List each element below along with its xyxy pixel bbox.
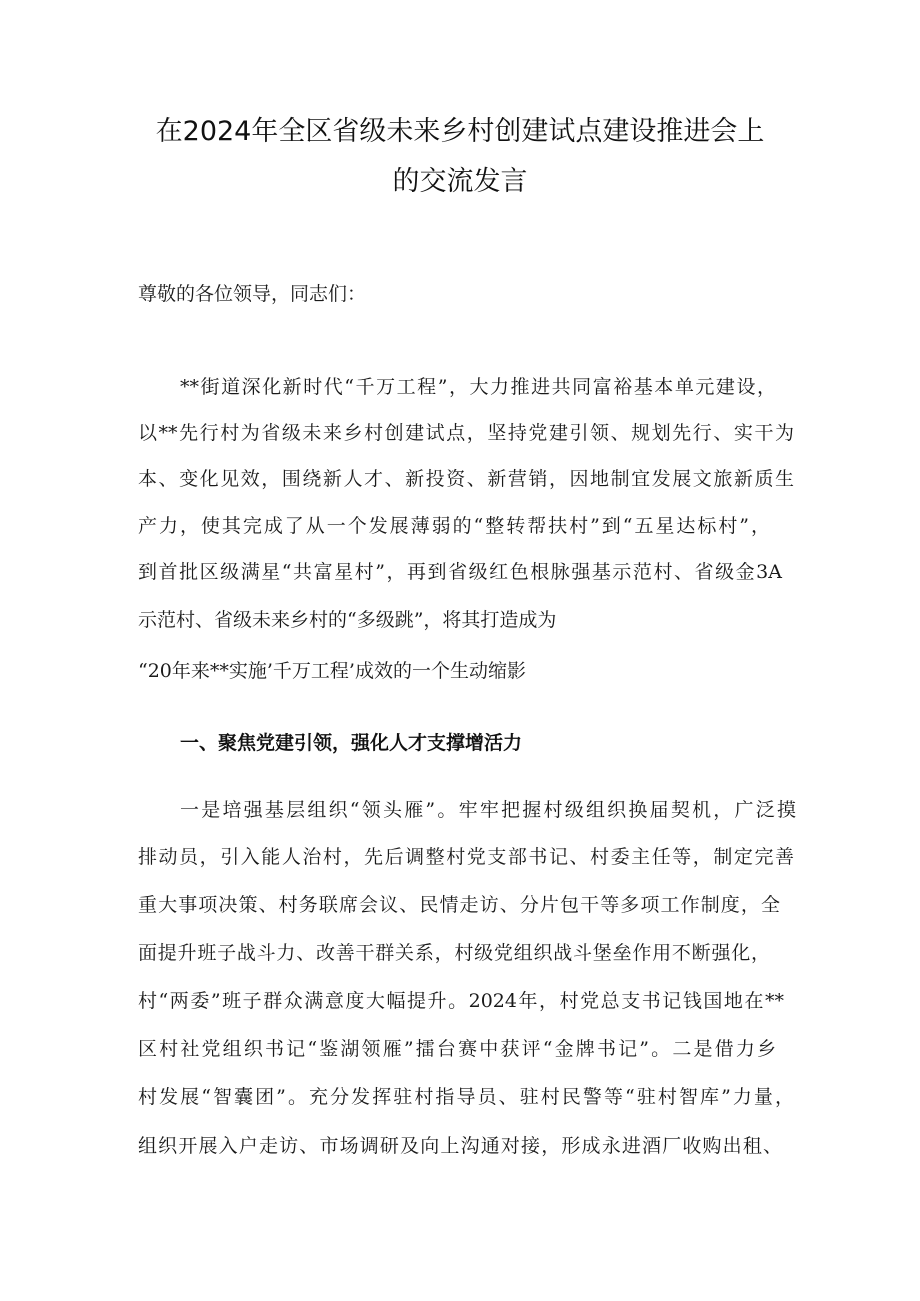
section-body-line: 村发展“智囊团”。充分发挥驻村指导员、驻村民警等“驻村智库”力量， — [138, 1086, 794, 1108]
section-body-line: 面提升班子战斗力、改善干群关系，村级党组织战斗堡垒作用不断强化， — [138, 942, 770, 964]
section-body-line: 一是培强基层组织“领头雁”。牢牢把握村级组织换届契机，广泛摸 — [180, 799, 796, 821]
section-body-line: 重大事项决策、村务联席会议、民情走访、分片包干等多项工作制度，全 — [138, 894, 780, 916]
section-body-line: 组织开展入户走访、市场调研及向上沟通对接，形成永进酒厂收购出租、 — [138, 1135, 782, 1157]
document-title-line-1: 在2024年全区省级未来乡村创建试点建设推进会上 — [155, 116, 765, 147]
intro-line: **街道深化新时代“千万工程”，大力推进共同富裕基本单元建设， — [180, 376, 776, 398]
section-body-line: 村“两委”班子群众满意度大幅提升。2024年，村党总支书记钱国地在** — [138, 990, 784, 1012]
section-body-line: 区村社党组织书记“鉴湖领雁”擂台赛中获评“金牌书记”。二是借力乡 — [138, 1038, 776, 1060]
intro-line: 以**先行村为省级未来乡村创建试点，坚持党建引领、规划先行、实干为 — [138, 422, 794, 444]
document-title-line-2: 的交流发言 — [392, 166, 528, 197]
intro-line: 示范村、省级未来乡村的“多级跳”，将其打造成为 — [138, 609, 557, 631]
intro-line: 本、变化见效，围绕新人才、新投资、新营销，因地制宜发展文旅新质生 — [138, 468, 794, 490]
salutation: 尊敬的各位领导，同志们： — [138, 283, 367, 305]
intro-line: 到首批区级满星“共富星村”，再到省级红色根脉强基示范村、省级金3A — [138, 561, 782, 583]
section-heading: 一、聚焦党建引领，强化人才支撑增活力 — [180, 732, 523, 754]
intro-line: “20年来**实施’千万工程’成效的一个生动缩影 — [138, 660, 526, 682]
intro-line: 产力，使其完成了从一个发展薄弱的“整转帮扶村”到“五星达标村”， — [138, 515, 770, 537]
section-body-line: 排动员，引入能人治村，先后调整村党支部书记、村委主任等，制定完善 — [138, 846, 794, 868]
